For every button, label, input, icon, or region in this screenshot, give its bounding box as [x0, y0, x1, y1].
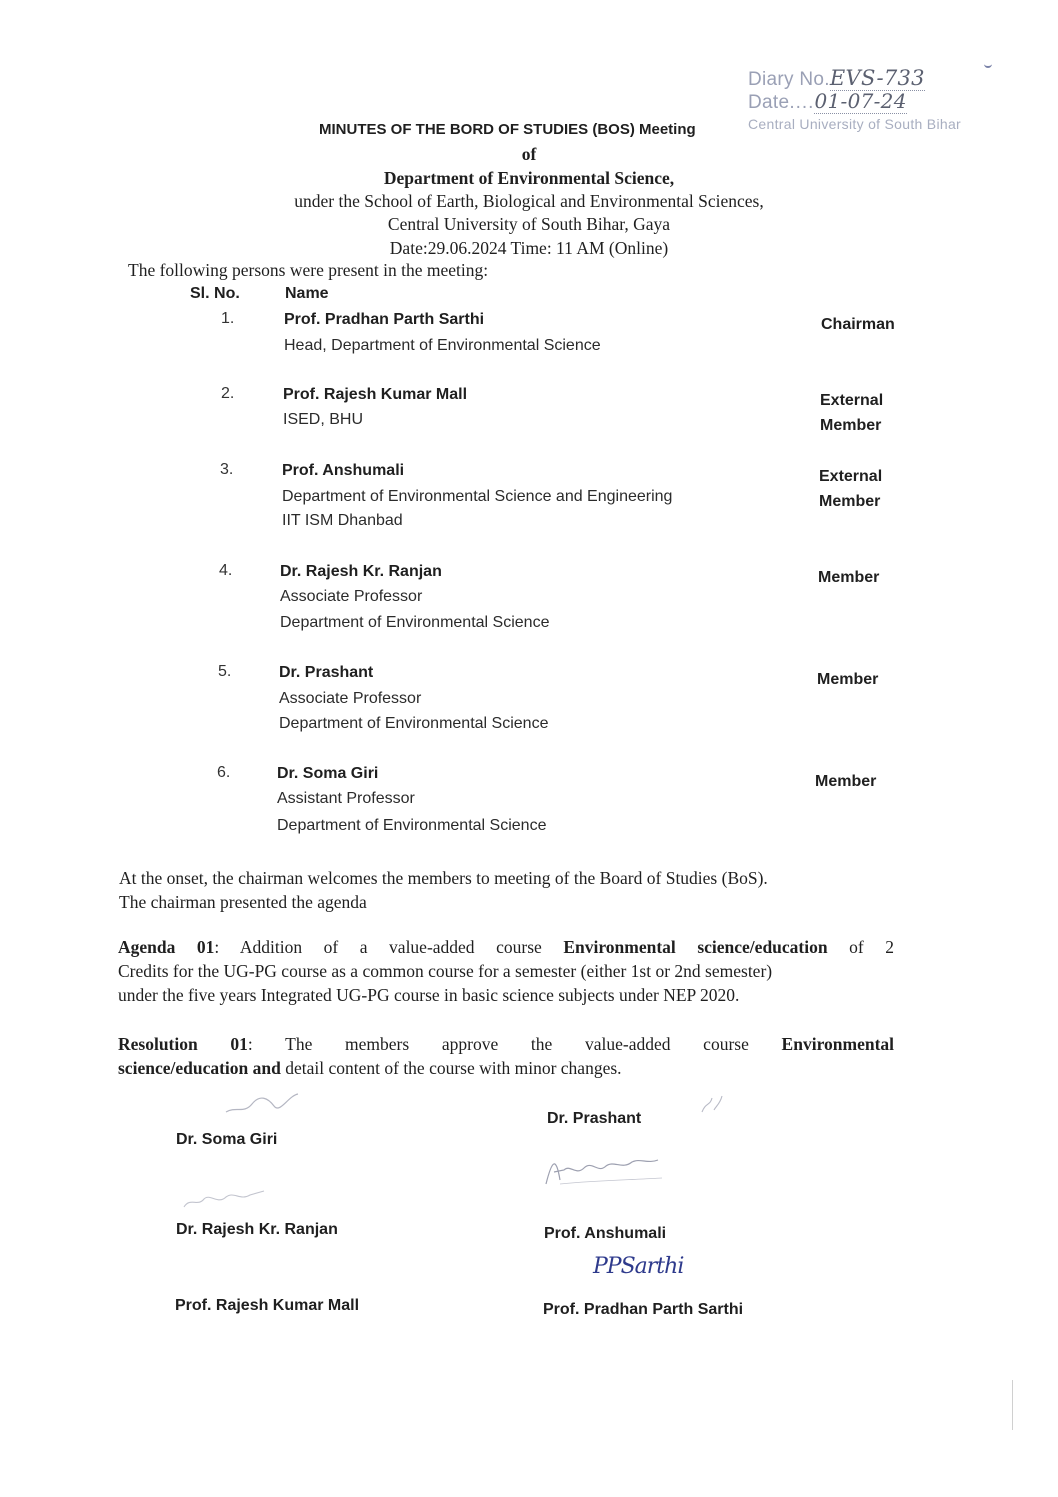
agenda-paragraph [118, 935, 894, 1007]
attendance-intro: The following persons were present in the meeting: [128, 260, 489, 280]
member-role: External [819, 468, 883, 485]
resolution-text: : The members approve the value-added course [247, 1034, 749, 1054]
member-number: 3. [220, 461, 234, 478]
agenda-line-3: under the five years Integrated UG-PG course in basic science subjects under NEP 2020. [118, 985, 740, 1005]
member-number: 4. [219, 562, 233, 579]
agenda-text: of 2 [849, 937, 895, 957]
signatory-anshumali: Prof. Anshumali [544, 1225, 667, 1242]
member-role: Member [820, 417, 882, 434]
member-detail: Head, Department of Environmental Science [284, 337, 601, 354]
resolution-label: Resolution 01 [118, 1034, 248, 1054]
resolution-text: detail content of the course with minor changes. [285, 1058, 622, 1078]
member-detail: Associate Professor [280, 588, 423, 605]
meeting-datetime: Date:29.06.2024 Time: 11 AM (Online) [389, 238, 669, 258]
agenda-line-1 [118, 935, 894, 959]
member-number: 2. [221, 385, 235, 402]
member-detail: Department of Environmental Science [280, 614, 550, 631]
signature-rajesh-ranjan [178, 1185, 268, 1215]
member-detail: Department of Environmental Science [279, 715, 549, 732]
department-name: Department of Environmental Science, [383, 168, 675, 188]
member-role: External [820, 392, 884, 409]
member-role: Member [817, 671, 879, 688]
member-detail: Department of Environmental Science [277, 817, 547, 834]
member-name: Prof. Rajesh Kumar Mall [283, 386, 468, 403]
intro-line-2: The chairman presented the agenda [119, 892, 367, 912]
member-detail: Associate Professor [279, 690, 422, 707]
agenda-line-2: Credits for the UG-PG course as a common course for a semester (either 1st or 2nd semester) [118, 961, 773, 981]
diary-date-row: Date....01-07-24 [748, 89, 907, 113]
signature-anshumali [540, 1150, 665, 1190]
member-number: 6. [217, 764, 231, 781]
member-role: Member [819, 493, 881, 510]
signature-sarthi [593, 1254, 683, 1279]
column-header-slno: Sl. No. [190, 285, 240, 302]
member-name: Prof. Anshumali [282, 462, 405, 479]
member-detail: Assistant Professor [277, 790, 415, 807]
member-name: Dr. Soma Giri [277, 765, 379, 782]
diary-date-label: Date [748, 92, 790, 113]
sarthi-initials: PPSarthi [593, 1254, 684, 1279]
resolution-line-2 [118, 1056, 894, 1080]
signatory-rajesh-ranjan: Dr. Rajesh Kr. Ranjan [176, 1221, 338, 1238]
diary-number-label: Diary No. [748, 69, 830, 90]
member-detail: Department of Environmental Science and Engineering [282, 488, 673, 505]
member-role: Chairman [821, 316, 895, 333]
diary-stamp [748, 66, 998, 132]
signature-prashant [696, 1088, 726, 1118]
agenda-text: : Addition of a value-added course [214, 937, 542, 957]
resolution-course-name: Environmental [781, 1034, 895, 1054]
pen-mark-icon [984, 60, 992, 68]
member-detail: ISED, BHU [283, 411, 364, 428]
signatory-soma-giri: Dr. Soma Giri [176, 1131, 278, 1148]
member-name: Dr. Rajesh Kr. Ranjan [280, 563, 442, 580]
member-name: Dr. Prashant [279, 664, 374, 681]
member-role: Member [818, 569, 880, 586]
diary-number-row [748, 66, 998, 91]
stamp-university: Central University of South Bihar [748, 116, 961, 132]
agenda-course-name: Environmental science/education [563, 937, 828, 957]
resolution-line-1 [118, 1032, 894, 1056]
header-of: of [521, 144, 537, 164]
member-name: Prof. Pradhan Parth Sarthi [284, 311, 485, 328]
school-name: under the School of Earth, Biological and Environmental Sciences, [294, 191, 764, 211]
member-number: 1. [221, 310, 235, 327]
signatory-prashant: Dr. Prashant [547, 1110, 642, 1127]
diary-number-value: EVS-733 [829, 66, 925, 90]
member-number: 5. [218, 663, 232, 680]
intro-line-1: At the onset, the chairman welcomes the members to meeting of the Board of Studies (BoS). [119, 868, 768, 888]
member-role: Member [815, 773, 877, 790]
diary-date-value: 01-07-24 [814, 89, 907, 113]
resolution-paragraph [118, 1032, 894, 1080]
university-name: Central University of South Bihar, Gaya [387, 214, 671, 234]
agenda-label: Agenda 01 [118, 937, 215, 957]
scan-edge-line [1012, 1380, 1013, 1430]
signatory-rajesh-mall: Prof. Rajesh Kumar Mall [175, 1297, 360, 1314]
page-title: MINUTES OF THE BORD OF STUDIES (BOS) Meeting [319, 121, 696, 138]
member-detail: IIT ISM Dhanbad [282, 512, 403, 529]
resolution-course-name-cont: science/education and [118, 1058, 281, 1078]
column-header-name: Name [285, 285, 329, 302]
signatory-sarthi: Prof. Pradhan Parth Sarthi [543, 1301, 744, 1318]
intro-paragraph [119, 866, 899, 914]
signature-soma-giri [222, 1088, 302, 1120]
